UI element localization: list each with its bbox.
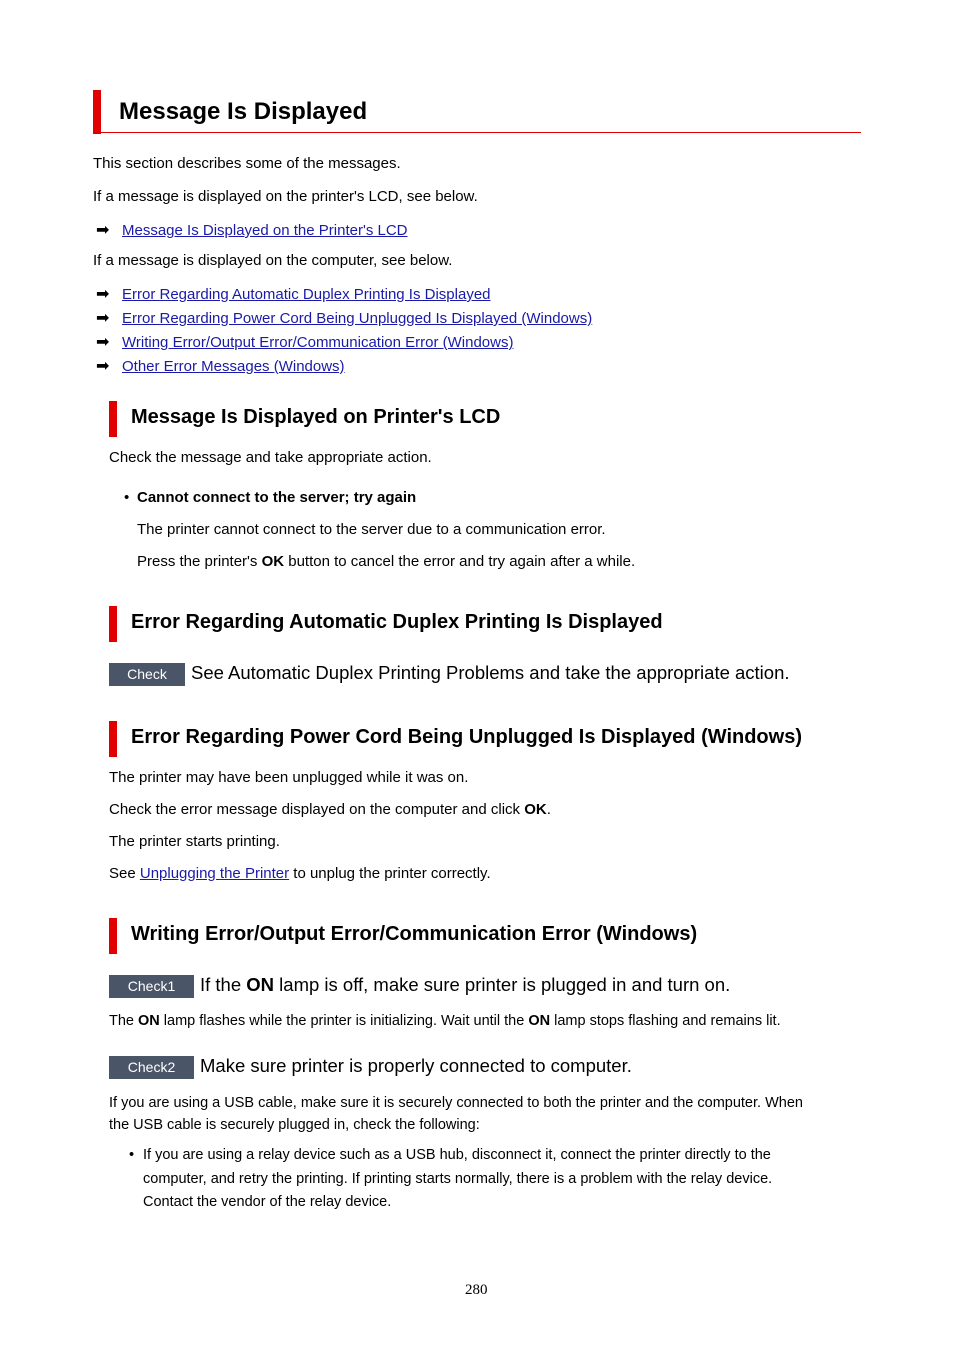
check-badge: Check — [109, 663, 185, 686]
text: lamp stops flashing and remains lit. — [550, 1013, 781, 1029]
link-duplex-error[interactable]: Error Regarding Automatic Duplex Printing Is Displayed — [122, 286, 491, 303]
link-power-cord-error[interactable]: Error Regarding Power Cord Being Unplugged Is Displayed (Windows) — [122, 310, 593, 327]
right-arrow-icon: ➡ — [96, 286, 110, 303]
on-label: ON — [528, 1013, 551, 1029]
lcd-press-line — [137, 553, 635, 570]
link-lcd-message[interactable]: Message Is Displayed on the Printer's LCD — [122, 222, 408, 239]
right-arrow-icon: ➡ — [96, 358, 110, 375]
link-writing-error[interactable]: Writing Error/Output Error/Communication Error (Windows) — [122, 334, 514, 351]
section-accent-bar — [109, 606, 117, 642]
ok-label: OK — [261, 553, 285, 570]
duplex-check-text: See Automatic Duplex Printing Problems and take the appropriate action. — [191, 662, 790, 683]
title-accent-bar — [93, 90, 101, 134]
page-number: 280 — [465, 1282, 488, 1298]
on-label: ON — [246, 974, 275, 995]
link-row — [96, 332, 513, 352]
heading-writing-error: Writing Error/Output Error/Communication Error (Windows) — [131, 923, 698, 945]
usb-line-2: the USB cable is securely plugged in, check the following: — [109, 1117, 480, 1133]
ok-label: OK — [524, 801, 547, 818]
link-other-errors[interactable]: Other Error Messages (Windows) — [122, 358, 345, 375]
right-arrow-icon: ➡ — [96, 310, 110, 327]
check2-text: Make sure printer is properly connected to computer. — [200, 1055, 632, 1076]
right-arrow-icon: ➡ — [96, 334, 110, 351]
text: to unplug the printer correctly. — [289, 865, 491, 882]
usb-line-1: If you are using a USB cable, make sure it is securely connected to both the printer and the computer. When — [109, 1095, 803, 1111]
power-line-2 — [109, 801, 551, 818]
intro-line-3: If a message is displayed on the computer, see below. — [93, 252, 453, 269]
bullet-icon: • — [129, 1147, 135, 1163]
check2-badge: Check2 — [109, 1056, 194, 1079]
page-title: Message Is Displayed — [119, 98, 368, 125]
right-arrow-icon: ➡ — [96, 222, 110, 239]
link-unplugging-printer[interactable]: Unplugging the Printer — [139, 865, 290, 882]
check1-badge: Check1 — [109, 975, 194, 998]
bullet-icon: • — [124, 489, 130, 506]
text: The — [109, 1013, 139, 1029]
text: button to cancel the error and try again after a while. — [284, 553, 636, 570]
intro-line-1: This section describes some of the messages. — [93, 155, 401, 172]
section-accent-bar — [109, 721, 117, 757]
relay-line-1: If you are using a relay device such as a USB hub, disconnect it, connect the printer directly to the — [143, 1147, 771, 1163]
text: See — [109, 865, 140, 882]
lcd-link-row — [96, 220, 408, 240]
heading-lcd: Message Is Displayed on Printer's LCD — [131, 406, 501, 428]
link-row — [96, 284, 491, 304]
lcd-desc: The printer cannot connect to the server due to a communication error. — [137, 521, 606, 538]
intro-line-2: If a message is displayed on the printer's LCD, see below. — [93, 188, 478, 205]
relay-line-3: Contact the vendor of the relay device. — [143, 1194, 392, 1210]
power-line-4 — [109, 865, 491, 882]
power-line-3: The printer starts printing. — [109, 833, 280, 850]
text: . — [546, 801, 551, 818]
text: Check the error message displayed on the computer and click — [109, 801, 525, 818]
relay-line-2: computer, and retry the printing. If printing starts normally, there is a problem with the relay device. — [143, 1171, 773, 1187]
heading-duplex: Error Regarding Automatic Duplex Printing Is Displayed — [131, 611, 663, 633]
power-line-1: The printer may have been unplugged while it was on. — [109, 769, 469, 786]
section-accent-bar — [109, 401, 117, 437]
text: Press the printer's — [137, 553, 262, 570]
section-accent-bar — [109, 918, 117, 954]
link-row — [96, 308, 592, 328]
heading-power-cord: Error Regarding Power Cord Being Unplugged Is Displayed (Windows) — [131, 726, 802, 748]
text: lamp is off, make sure printer is plugged in and turn on. — [274, 974, 731, 995]
text: If the — [200, 974, 247, 995]
lcd-text: Check the message and take appropriate action. — [109, 449, 432, 466]
link-row — [96, 356, 345, 376]
on-label: ON — [138, 1013, 160, 1029]
text: lamp flashes while the printer is initializing. Wait until the — [159, 1013, 529, 1029]
lcd-bullet-title: Cannot connect to the server; try again — [137, 489, 417, 506]
title-underline — [93, 132, 861, 133]
check1-text — [200, 974, 730, 996]
check1-note — [109, 1013, 781, 1029]
